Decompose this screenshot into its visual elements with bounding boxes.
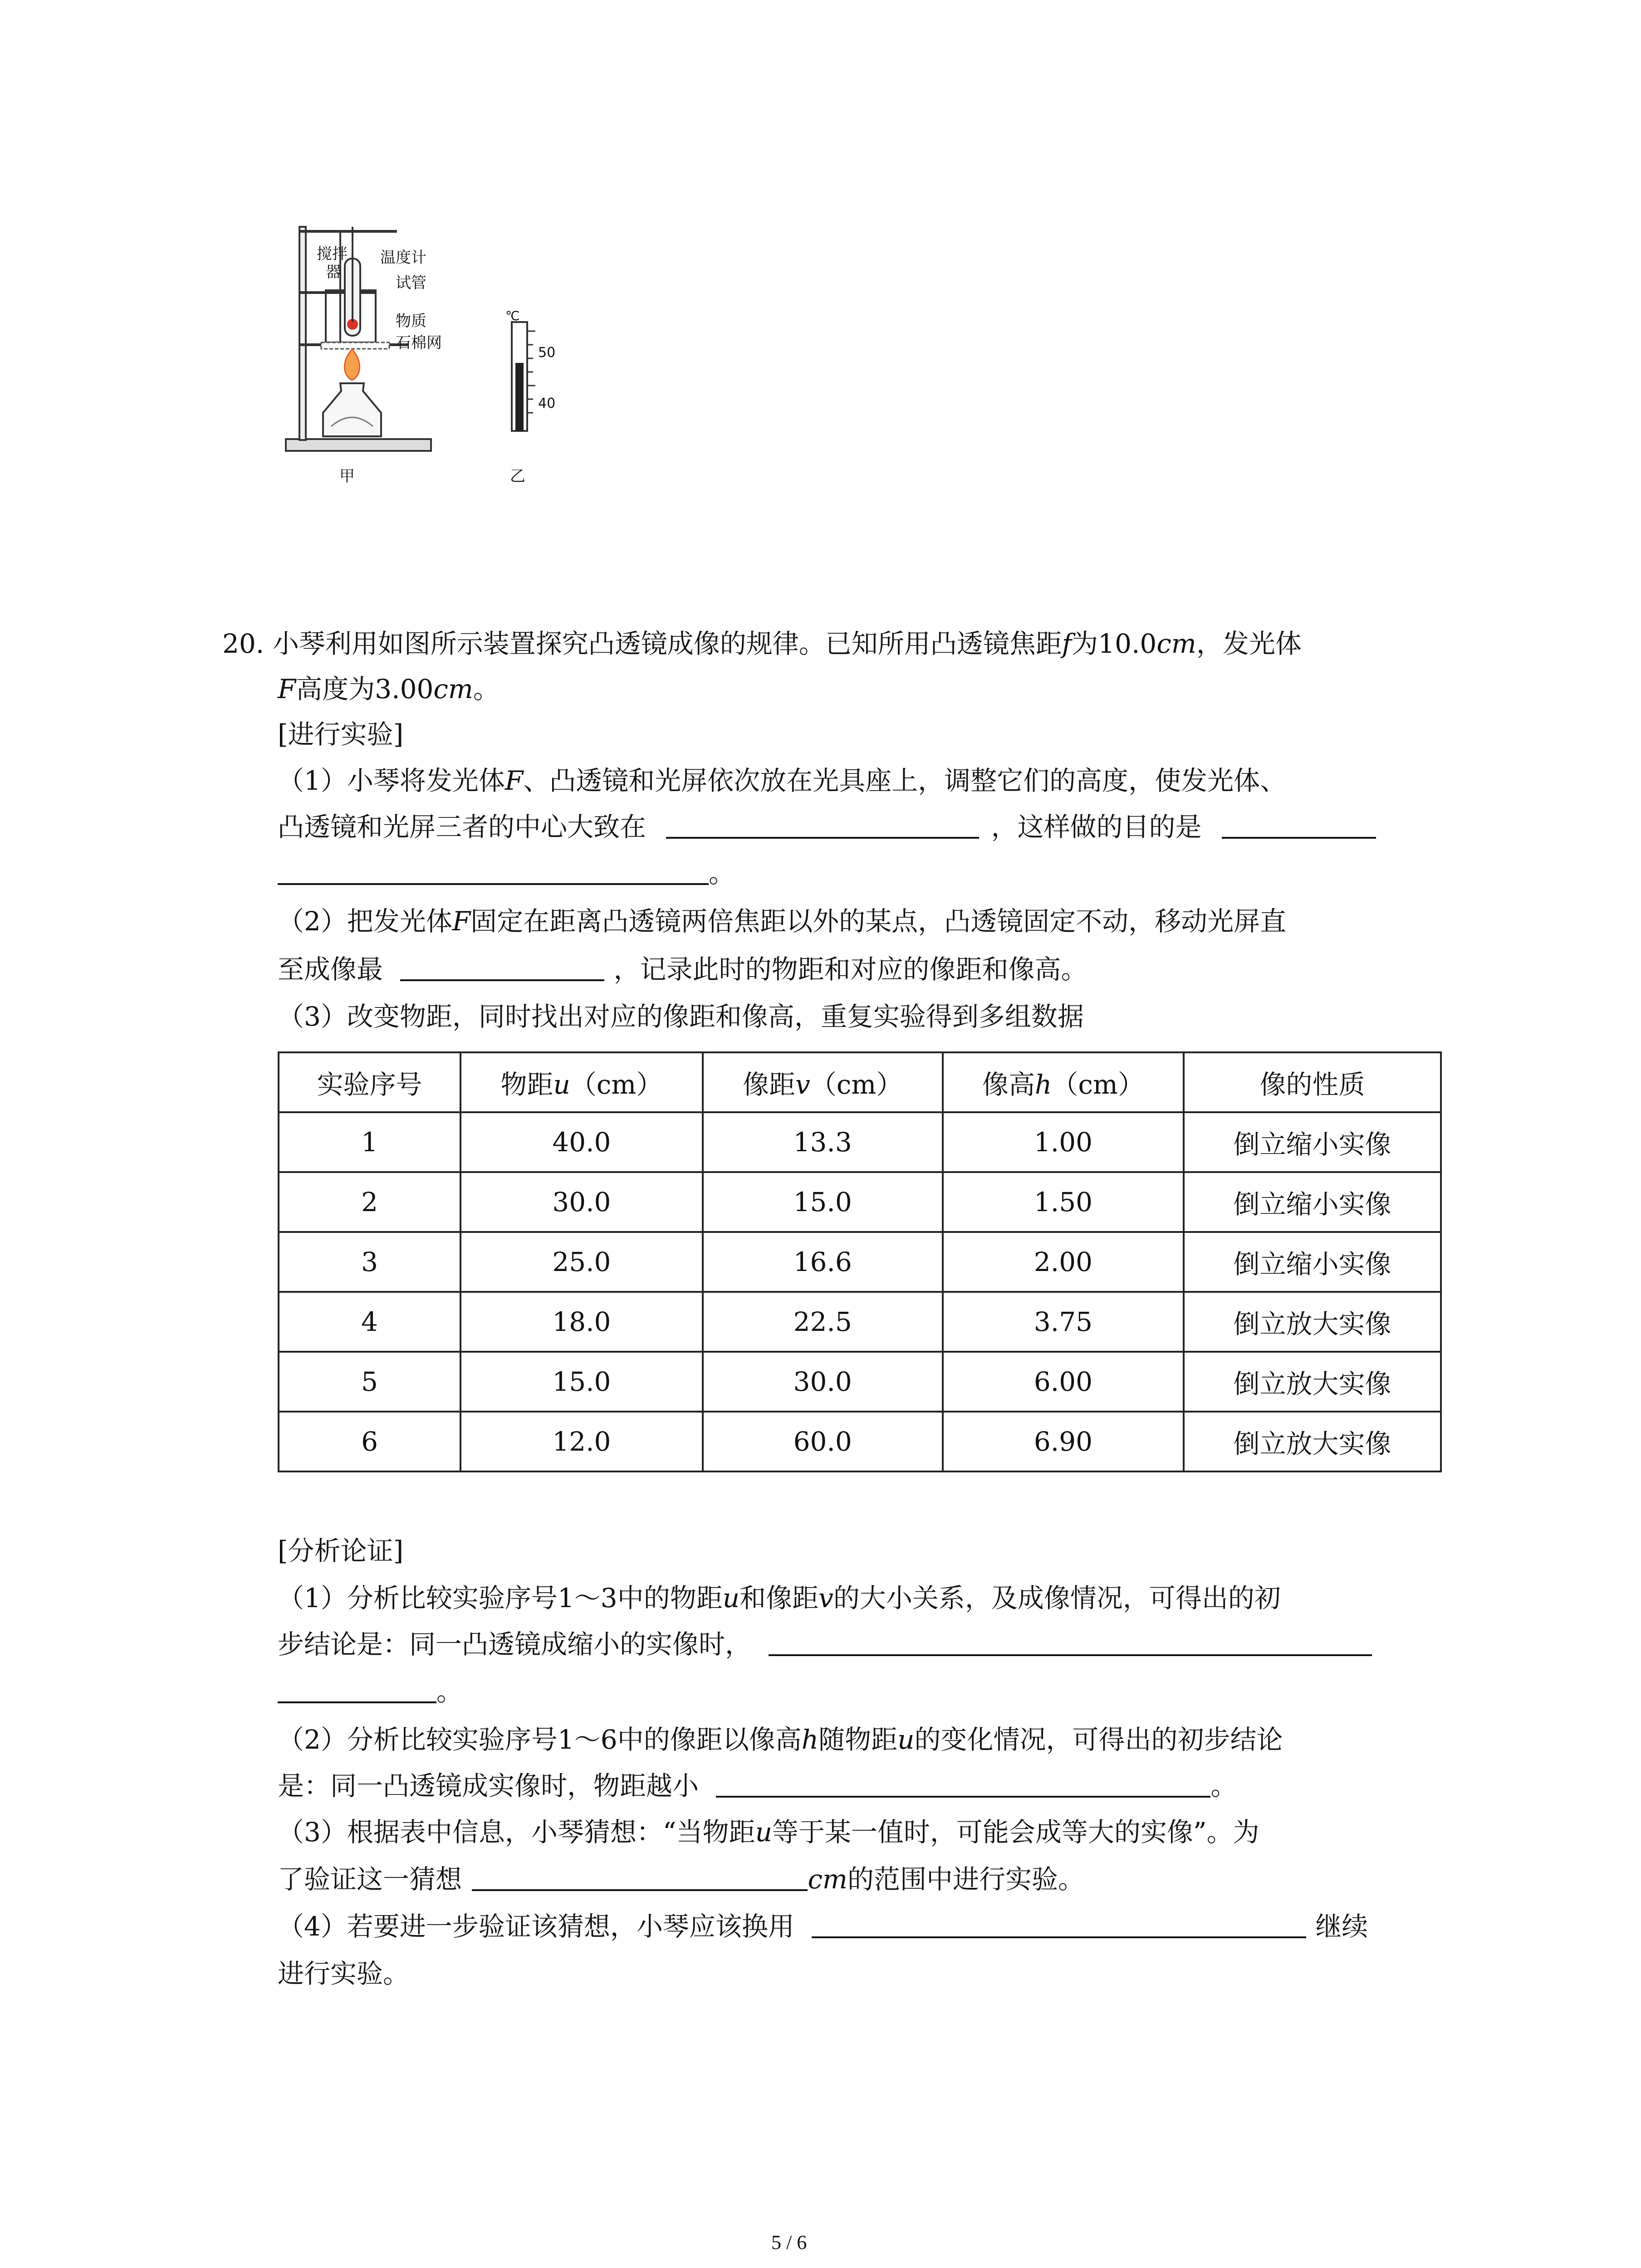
cell-v: 15.0 [703,1172,943,1232]
header-index: 实验序号 [279,1052,460,1112]
cell-index: 3 [279,1232,460,1292]
table-row [279,1412,1441,1471]
analysis1-line-3: 。 [278,1676,463,1707]
answer-blank-a2[interactable] [716,1772,1210,1798]
analysis2-line-2: 是：同一凸透镜成实像时，物距越小 。 [278,1770,1237,1801]
table-header-row [279,1052,1441,1112]
thermo-unit: ℃ [505,308,520,323]
header-object-distance: 物距u（cm） [460,1052,702,1112]
cell-v: 13.3 [703,1112,943,1172]
question-line-2: F高度为3.00cm。 [278,674,500,704]
step3-line: （3）改变物距，同时找出对应的像距和像高，重复实验得到多组数据 [278,1001,1084,1032]
data-table [278,1051,1442,1472]
cell-v: 30.0 [703,1352,943,1412]
question-line-1: 20. 小琴利用如图所示装置探究凸透镜成像的规律。已知所用凸透镜焦距f为10.0cm，发光体 [222,628,1302,659]
cell-u: 12.0 [460,1412,702,1471]
cell-u: 25.0 [460,1232,702,1292]
answer-blank-1a[interactable] [666,813,979,839]
caption-jia: 甲 [339,467,355,485]
step2-line-1: （2）把发光体F固定在距离凸透镜两倍焦距以外的某点，凸透镜固定不动，移动光屏直 [278,906,1287,937]
analysis4-line-2: 进行实验。 [278,1958,410,1989]
analysis2-line-1: （2）分析比较实验序号1～6中的像距以像高h随物距u的变化情况，可得出的初步结论 [278,1724,1283,1755]
cell-h: 1.50 [943,1172,1184,1232]
analysis1-line-1: （1）分析比较实验序号1～3中的物距u和像距v的大小关系，及成像情况，可得出的初 [278,1583,1281,1613]
table-row [279,1172,1441,1232]
cell-v: 22.5 [703,1292,943,1352]
answer-blank-1c[interactable] [278,860,709,885]
cell-h: 2.00 [943,1232,1184,1292]
label-thermometer: 温度计 [380,249,426,267]
step2-line-2: 至成像最 ，记录此时的物距和对应的像距和像高。 [278,954,1087,985]
cell-nature: 倒立放大实像 [1184,1412,1441,1471]
cell-u: 15.0 [460,1352,702,1412]
cell-u: 18.0 [460,1292,702,1352]
caption-yi: 乙 [510,467,525,485]
header-image-nature: 像的性质 [1184,1052,1441,1112]
step1-line-3: 。 [278,857,735,889]
step1-line-2: 凸透镜和光屏三者的中心大致在 ，这样做的目的是 [278,811,1376,843]
cell-h: 6.00 [943,1352,1184,1412]
cell-nature: 倒立放大实像 [1184,1292,1441,1352]
cell-v: 16.6 [703,1232,943,1292]
cell-h: 1.00 [943,1112,1184,1172]
cell-nature: 倒立缩小实像 [1184,1232,1441,1292]
cell-u: 40.0 [460,1112,702,1172]
label-stirrer-1: 搅拌 [317,245,348,263]
thermo-tick-40: 40 [538,396,556,411]
answer-blank-1b[interactable] [1222,813,1376,839]
cell-v: 60.0 [703,1412,943,1471]
page-number: 5 / 6 [771,2231,807,2253]
cell-u: 30.0 [460,1172,702,1232]
cell-index: 2 [279,1172,460,1232]
cell-h: 3.75 [943,1292,1184,1352]
cell-index: 5 [279,1352,460,1412]
header-image-height: 像高h（cm） [943,1052,1184,1112]
answer-blank-2[interactable] [400,956,604,981]
table-row [279,1232,1441,1292]
cell-nature: 倒立缩小实像 [1184,1172,1441,1232]
label-test-tube: 试管 [396,274,426,292]
answer-blank-a3[interactable] [472,1866,808,1891]
thermo-tick-50: 50 [538,345,556,361]
question-number: 20. [222,628,265,659]
analysis3-line-2: 了验证这一猜想 cm的范围中进行实验。 [278,1864,1084,1895]
section-analysis: [分析论证] [278,1535,404,1566]
label-substance: 物质 [396,312,426,330]
analysis3-line-1: （3）根据表中信息，小琴猜想：“当物距u等于某一值时，可能会成等大的实像”。为 [278,1817,1259,1848]
cell-index: 6 [279,1412,460,1471]
answer-blank-a1a[interactable] [769,1631,1372,1656]
table-row [279,1292,1441,1352]
cell-h: 6.90 [943,1412,1184,1471]
section-experiment: [进行实验] [278,719,404,750]
cell-nature: 倒立缩小实像 [1184,1112,1441,1172]
step1-line-1: （1）小琴将发光体F、凸透镜和光屏依次放在光具座上，调整它们的高度，使发光体、 [278,765,1287,796]
label-gauze: 石棉网 [396,334,442,352]
cell-index: 1 [279,1112,460,1172]
label-stirrer-2: 器 [326,263,341,281]
answer-blank-a4[interactable] [812,1913,1306,1938]
analysis4-line-1: （4）若要进一步验证该猜想，小琴应该换用 继续 [278,1911,1368,1942]
table-row [279,1112,1441,1172]
header-image-distance: 像距v（cm） [703,1052,943,1112]
cell-index: 4 [279,1292,460,1352]
analysis1-line-2: 步结论是：同一凸透镜成缩小的实像时， [278,1628,1372,1660]
cell-nature: 倒立放大实像 [1184,1352,1441,1412]
table-row [279,1352,1441,1412]
answer-blank-a1b[interactable] [278,1678,436,1703]
